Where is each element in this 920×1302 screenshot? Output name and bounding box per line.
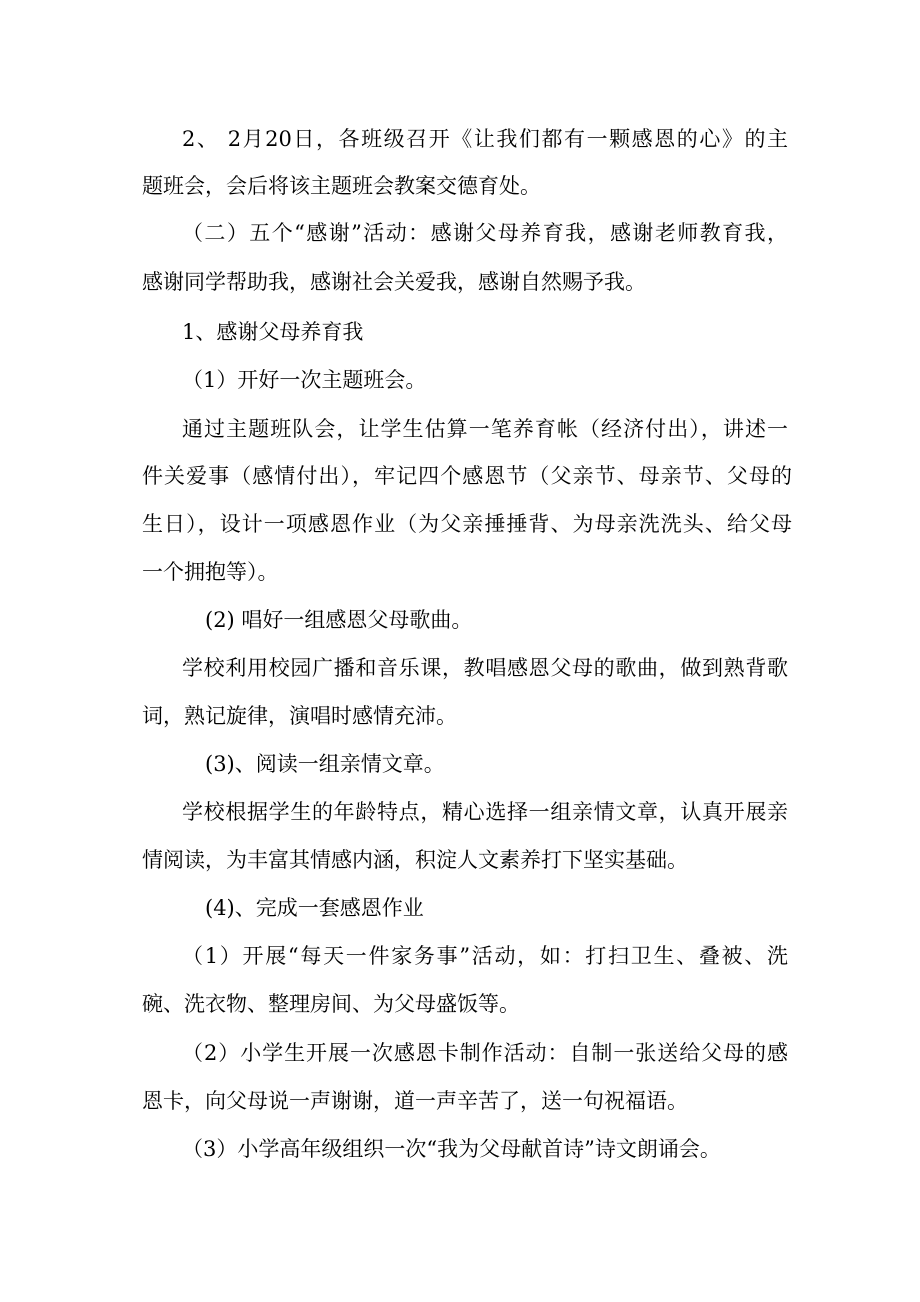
- paragraph-line: 生日），设计一项感恩作业（为父亲捶捶背、为母亲洗洗头、给父母: [142, 512, 792, 536]
- paragraph-line: 通过主题班队会，让学生估算一笔养育帐（经济付出），讲述一: [182, 417, 788, 441]
- subsection-heading: (2) 唱好一组感恩父母歌曲。: [205, 608, 473, 632]
- paragraph-line: （2）小学生开展一次感恩卡制作活动：自制一张送给父母的感: [182, 1041, 788, 1065]
- paragraph-line: 感谢同学帮助我，感谢社会关爱我，感谢自然赐予我。: [142, 270, 646, 294]
- paragraph-line: 学校根据学生的年龄特点，精心选择一组亲情文章，认真开展亲: [182, 800, 788, 824]
- section-heading: 1、感谢父母养育我: [182, 320, 364, 344]
- paragraph-line: （1）开展“每天一件家务事”活动，如：打扫卫生、叠被、洗: [182, 944, 788, 968]
- paragraph-line: 2、 2月20日，各班级召开《让我们都有一颗感恩的心》的主: [182, 127, 788, 151]
- paragraph-line: （3）小学高年级组织一次“我为父母献首诗”诗文朗诵会。: [182, 1137, 721, 1161]
- paragraph-line: 词，熟记旋律，演唱时感情充沛。: [142, 704, 457, 728]
- paragraph-line: 学校利用校园广播和音乐课，教唱感恩父母的歌曲，做到熟背歌: [182, 656, 788, 680]
- subsection-heading: (3)、阅读一组亲情文章。: [205, 752, 445, 776]
- subsection-heading: （1）开好一次主题班会。: [182, 368, 427, 392]
- subsection-heading: (4)、完成一套感恩作业: [205, 896, 424, 920]
- paragraph-line: 件关爱事（感情付出），牢记四个感恩节（父亲节、母亲节、父母的: [142, 464, 792, 488]
- paragraph-line: 题班会，会后将该主题班会教案交德育处。: [142, 174, 541, 198]
- paragraph-line: 情阅读，为丰富其情感内涵，积淀人文素养打下坚实基础。: [142, 848, 688, 872]
- paragraph-line: （二）五个“感谢”活动：感谢父母养育我，感谢老师教育我，: [182, 221, 788, 245]
- paragraph-line: 恩卡，向父母说一声谢谢，道一声辛苦了，送一句祝福语。: [142, 1089, 688, 1113]
- paragraph-line: 碗、洗衣物、整理房间、为父母盛饭等。: [142, 992, 520, 1016]
- paragraph-line: 一个拥抱等）。: [142, 560, 279, 584]
